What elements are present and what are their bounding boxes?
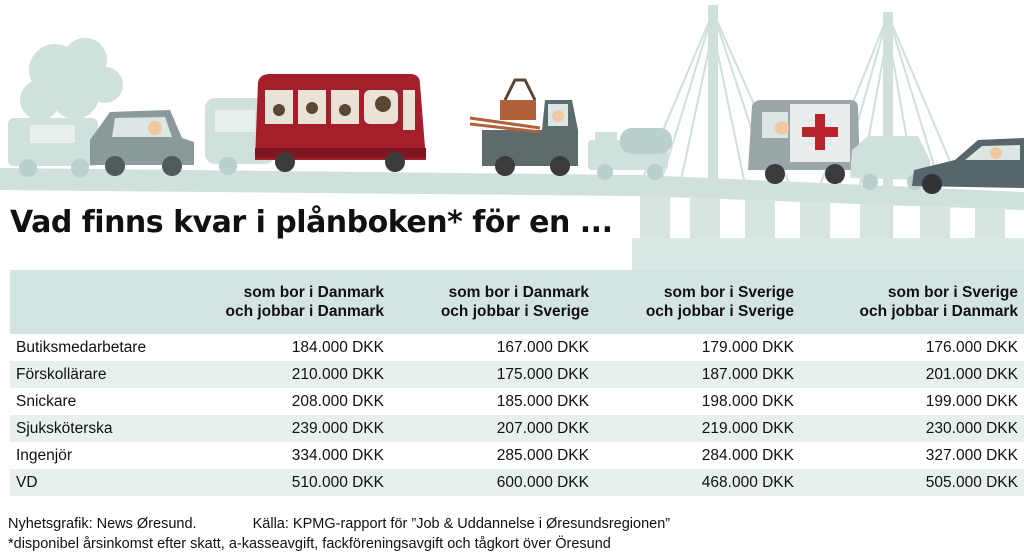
table-cell: 505.000 DKK [925,473,1018,491]
footer [8,514,670,554]
table-cell: 334.000 DKK [291,446,384,464]
page-title: Vad finns kvar i plånboken* för en ... [10,205,613,240]
table-cell: 179.000 DKK [701,338,794,356]
pale-van-icon [8,118,98,177]
carpenter-truck-icon [470,80,578,176]
table-cell: 167.000 DKK [496,338,589,356]
table-cell: 230.000 DKK [925,419,1018,437]
table-cell: 201.000 DKK [925,365,1018,383]
pale-tanker-icon [588,128,672,180]
row-label: Ingenjör [16,446,73,464]
column-header: som bor i Danmark och jobbar i Danmark [225,284,384,320]
grey-car-icon [90,110,194,176]
footnote-text: *disponibel årsinkomst efter skatt, a-kasseavgift, fackföreningsavgift och tågkort över Öresund [8,536,611,552]
column-header: som bor i Sverige och jobbar i Sverige [645,284,794,320]
table-cell: 284.000 DKK [701,446,794,464]
table-cell: 600.000 DKK [496,473,589,491]
table-row [10,388,1024,415]
table-cell: 210.000 DKK [291,365,384,383]
table-cell: 327.000 DKK [925,446,1018,464]
row-label: Sjuksköterska [16,419,113,437]
row-label: Förskollärare [16,365,107,383]
table-row [10,469,1024,496]
table-cell: 187.000 DKK [701,365,794,383]
credit-text: Nyhetsgrafik: News Øresund. [8,516,197,532]
column-header: som bor i Danmark och jobbar i Sverige [440,284,589,320]
table-cell: 175.000 DKK [496,365,589,383]
row-label: Snickare [16,392,77,410]
table-cell: 285.000 DKK [496,446,589,464]
table-cell: 185.000 DKK [496,392,589,410]
bridge-base-band [632,238,1024,270]
table-cell: 239.000 DKK [291,419,384,437]
row-label: Butiksmedarbetare [16,338,147,356]
table-cell: 184.000 DKK [291,338,384,356]
exhaust-cloud-icon [20,38,123,120]
table-cell: 176.000 DKK [925,338,1018,356]
table-cell: 510.000 DKK [291,473,384,491]
header-empty-cell [10,270,190,334]
table-row [10,361,1024,388]
table-cell: 219.000 DKK [701,419,794,437]
red-bus-icon [255,74,426,172]
table-cell: 198.000 DKK [701,392,794,410]
table-row [10,415,1024,442]
table-header [10,270,1024,334]
column-header: som bor i Sverige och jobbar i Danmark [859,284,1018,320]
income-table [10,270,1024,496]
table-row [10,334,1024,361]
table-cell: 468.000 DKK [701,473,794,491]
table-row [10,442,1024,469]
source-text: Källa: KPMG-rapport för ”Job & Uddannelse i Øresundsregionen” [252,516,671,532]
table-cell: 207.000 DKK [496,419,589,437]
table-cell: 208.000 DKK [291,392,384,410]
row-label: VD [16,473,38,491]
table-cell: 199.000 DKK [925,392,1018,410]
